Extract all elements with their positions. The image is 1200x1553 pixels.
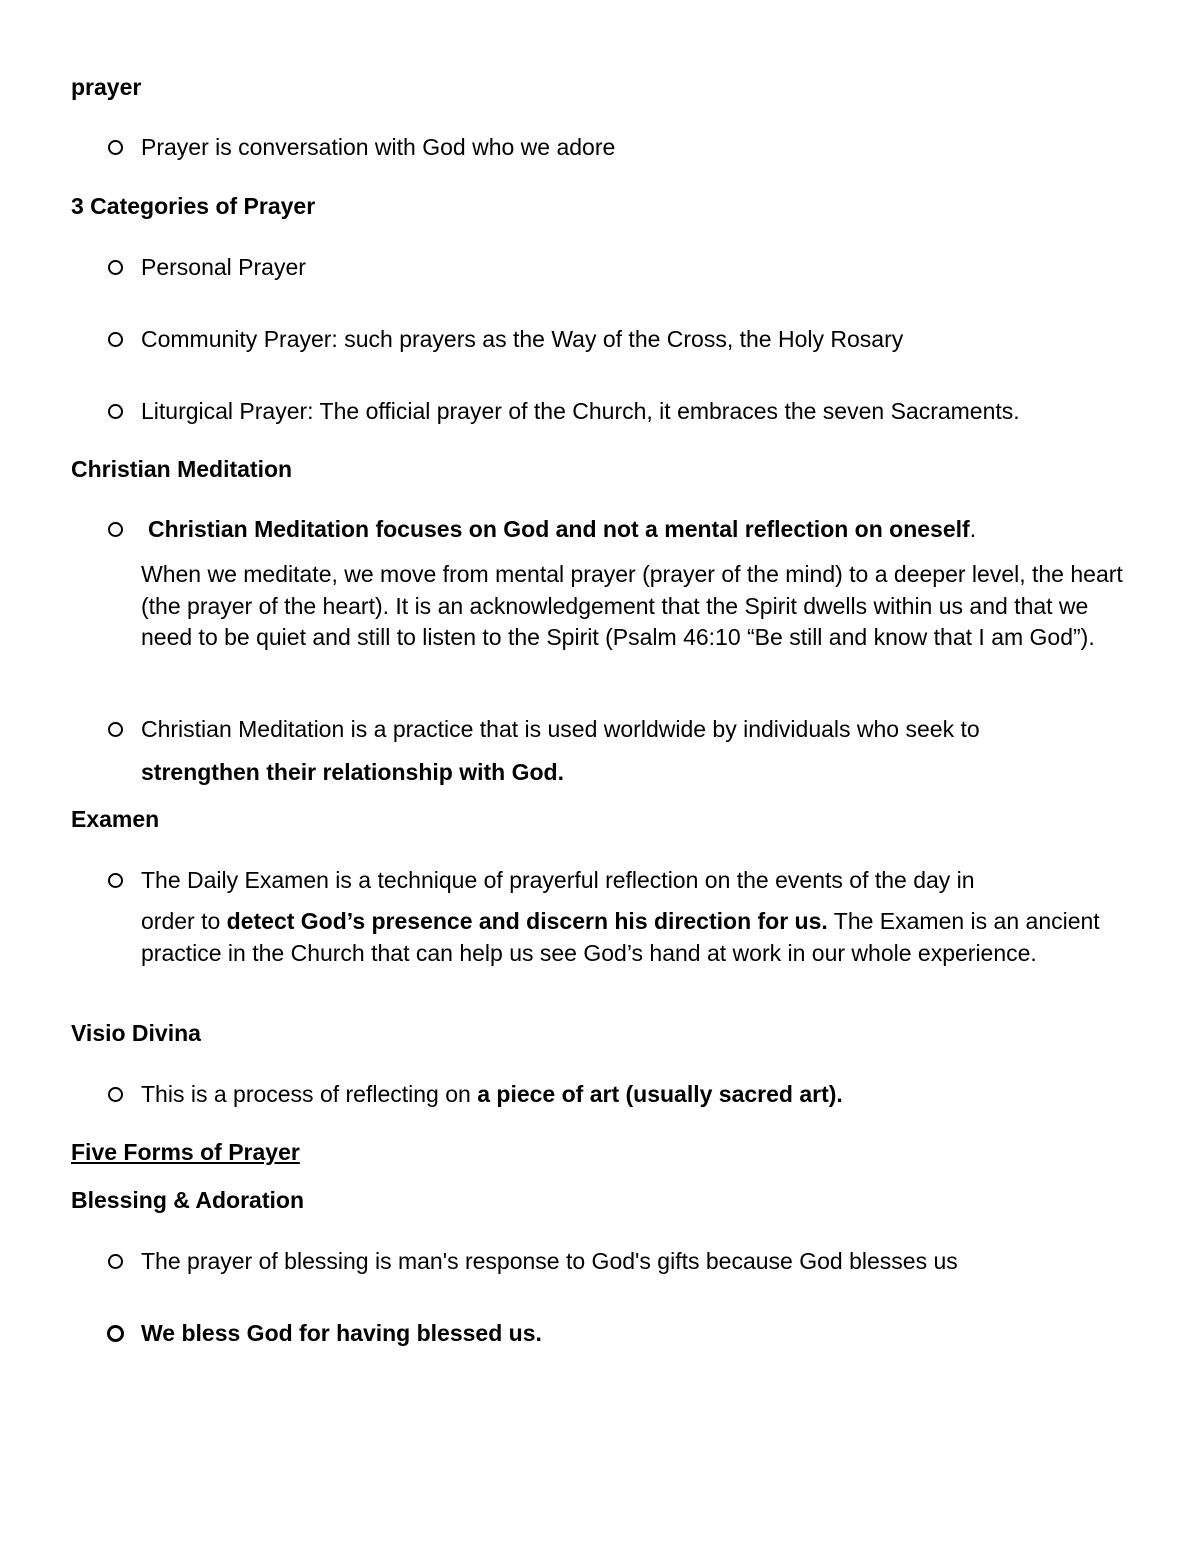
heading-five-forms: Five Forms of Prayer — [71, 1139, 300, 1165]
bullet-icon — [108, 404, 123, 419]
meditation-practice-bold: strengthen their relationship with God. — [141, 759, 564, 785]
bullet-icon — [108, 722, 123, 737]
bullet-icon — [108, 873, 123, 888]
heading-visio-divina: Visio Divina — [71, 1020, 201, 1046]
meditation-focus — [148, 515, 1130, 543]
category-liturgical: Liturgical Prayer: The official prayer of the Church, it embraces the seven Sacraments. — [141, 398, 1020, 424]
visio-description — [141, 1080, 1130, 1108]
meditation-practice-line2 — [141, 758, 1130, 786]
prayer-definition: Prayer is conversation with God who we adore — [141, 134, 616, 160]
meditation-practice-line1: Christian Meditation is a practice that is used worldwide by individuals who seek to — [141, 716, 980, 742]
blessing-we-bless — [141, 1319, 1130, 1347]
heading-examen: Examen — [71, 806, 160, 832]
bullet-icon — [108, 1087, 123, 1102]
meditation-focus-end: . — [969, 516, 977, 542]
examen-pre: order to — [141, 908, 227, 934]
bullet-icon — [108, 1254, 123, 1269]
category-community: Community Prayer: such prayers as the Way of the Cross, the Holy Rosary — [141, 326, 904, 352]
examen-continuation — [141, 906, 1141, 969]
bullet-icon — [108, 332, 123, 347]
visio-bold: a piece of art (usually sacred art). — [477, 1081, 843, 1107]
blessing-we-bless-bold: We bless God for having blessed us. — [141, 1320, 542, 1346]
category-personal: Personal Prayer — [141, 254, 306, 280]
visio-pre: This is a process of reflecting on — [141, 1081, 478, 1107]
bullet-icon — [108, 260, 123, 275]
heading-blessing: Blessing & Adoration — [71, 1187, 304, 1213]
meditation-paragraph: When we meditate, we move from mental prayer (prayer of the mind) to a deeper level, the heart (the prayer of the heart). It is an acknowledgement that the Spirit dwells within us and that we need to be quiet and still to listen to the Spirit (Psalm 46:10 “Be still and know that I am God”). — [141, 561, 1123, 650]
heading-prayer: prayer — [71, 74, 142, 100]
bullet-icon — [108, 522, 123, 537]
blessing-response: The prayer of blessing is man's response to God's gifts because God blesses us — [141, 1248, 958, 1274]
examen-bold: detect God’s presence and discern his direction for us. — [226, 908, 828, 934]
examen-line1: The Daily Examen is a technique of prayerful reflection on the events of the day in — [141, 867, 975, 893]
examen-post: The Examen is an ancient practice in the Church that can help us see God’s hand at work in our whole experience. — [141, 908, 1100, 966]
bullet-icon — [108, 140, 123, 155]
meditation-focus-bold: Christian Meditation focuses on God and not a mental reflection on oneself — [148, 516, 970, 542]
heading-categories: 3 Categories of Prayer — [71, 193, 316, 219]
bullet-icon — [107, 1325, 124, 1342]
heading-meditation: Christian Meditation — [71, 456, 293, 482]
